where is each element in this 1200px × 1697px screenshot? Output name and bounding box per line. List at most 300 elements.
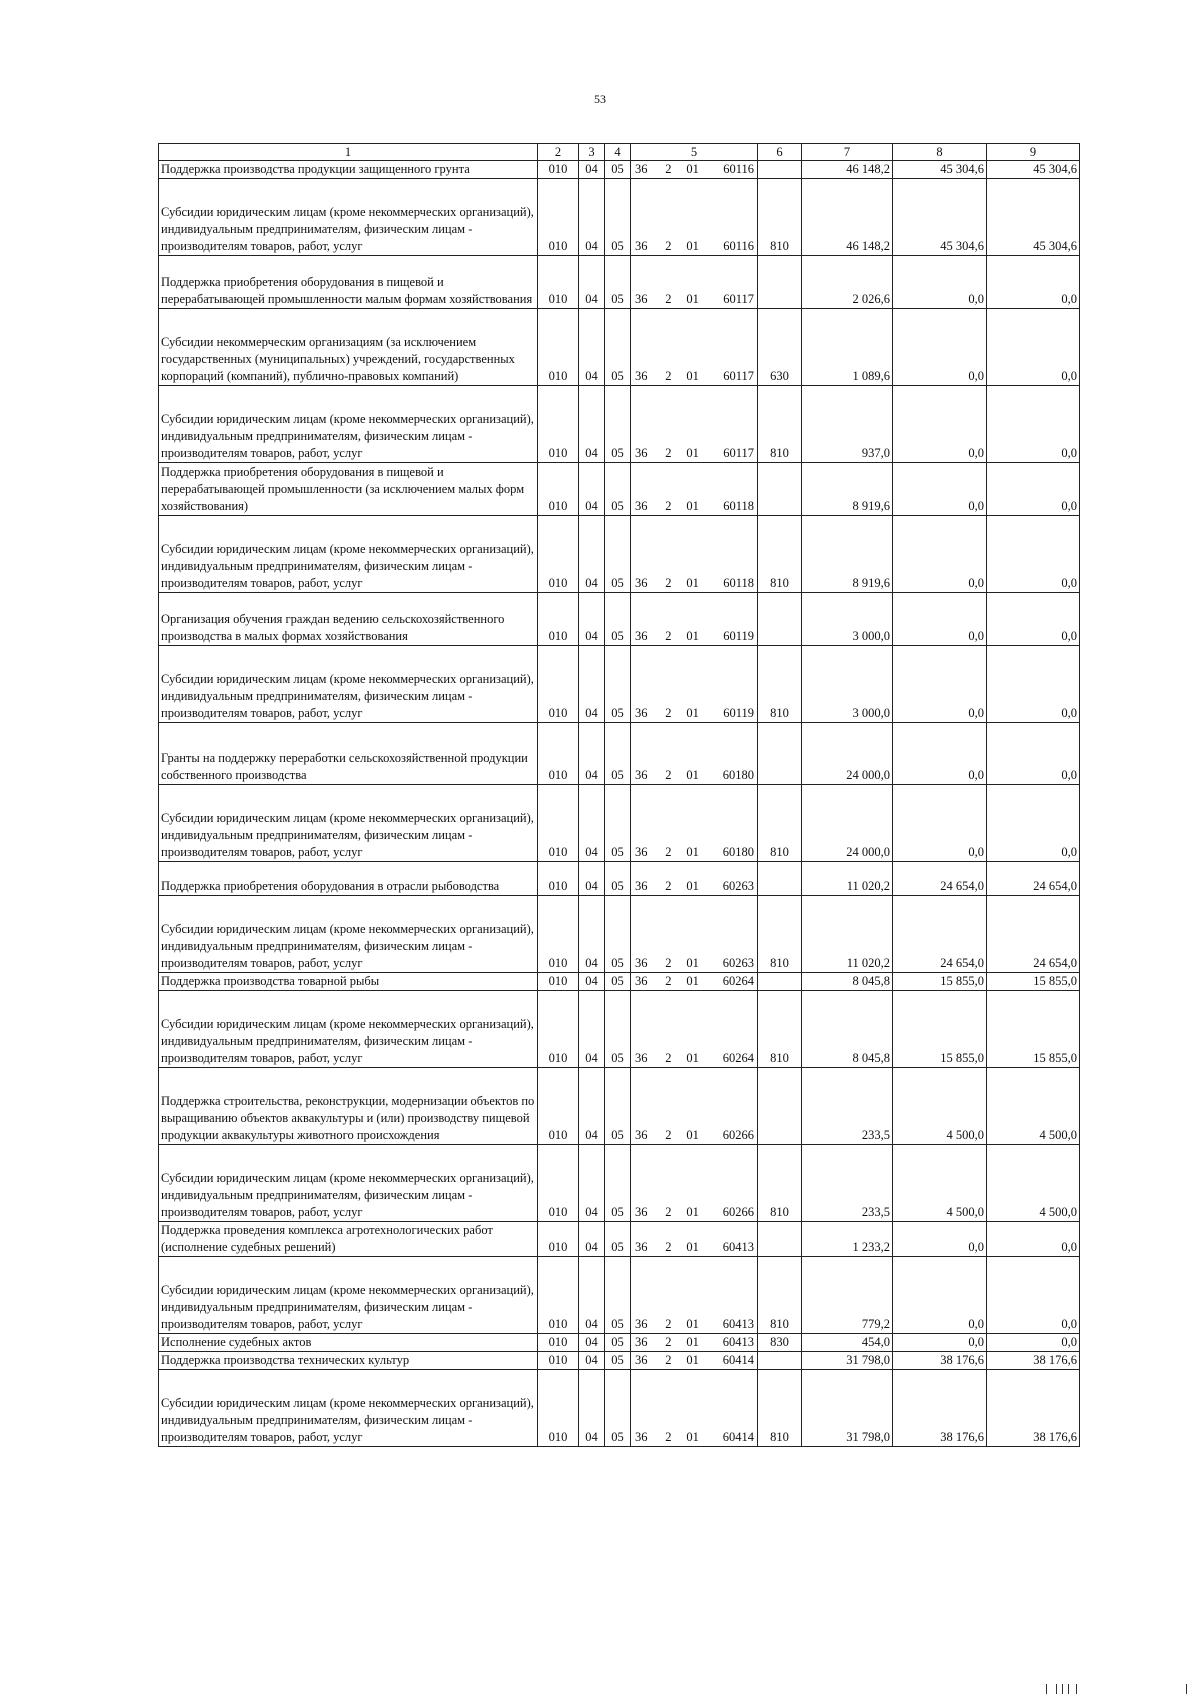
target-article-part: 60414 [722,1353,754,1367]
table-row [159,1145,1080,1222]
row-expense-type: 810 [758,646,802,723]
header-col-7: 7 [802,144,893,161]
row-amount-col7: 233,5 [802,1068,893,1145]
target-article-part: 2 [665,1430,672,1444]
target-article-part: 01 [686,956,699,970]
table-row [159,1222,1080,1257]
target-article-part: 01 [686,1335,699,1349]
target-article-part: 2 [665,499,672,513]
row-amount-col8: 0,0 [893,256,987,309]
row-target-article [631,646,758,723]
row-target-article [631,991,758,1068]
target-article-part: 60118 [723,576,754,590]
row-admin-code: 010 [538,723,579,785]
row-amount-col8: 0,0 [893,593,987,646]
row-target-article [631,1352,758,1370]
row-amount-col8: 0,0 [893,516,987,593]
scan-mark [1068,1684,1069,1694]
target-article-part: 2 [665,1128,672,1142]
row-subsection-code: 05 [605,991,631,1068]
row-amount-col9: 0,0 [987,646,1080,723]
row-subsection-code: 05 [605,973,631,991]
row-section-code: 04 [579,593,605,646]
row-expense-type: 810 [758,1370,802,1447]
row-expense-type [758,973,802,991]
target-article-part: 60264 [722,1051,754,1065]
row-name: Гранты на поддержку переработки сельскохозяйственной продукции собственного производства [159,723,538,785]
row-expense-type [758,723,802,785]
row-admin-code: 010 [538,1222,579,1257]
target-article-parts [631,445,757,462]
table-row [159,463,1080,516]
row-amount-col7: 31 798,0 [802,1352,893,1370]
row-amount-col9: 0,0 [987,1222,1080,1257]
row-target-article [631,1257,758,1334]
row-target-article [631,1145,758,1222]
row-subsection-code: 05 [605,179,631,256]
row-name: Субсидии юридическим лицам (кроме некоммерческих организаций), индивидуальным предпринимателям, физическим лицам - производителям товаров, работ, услуг [159,991,538,1068]
row-name: Исполнение судебных актов [159,1334,538,1352]
target-article-part: 60264 [722,974,754,988]
target-article-parts [631,1334,757,1351]
row-admin-code: 010 [538,1352,579,1370]
row-amount-col9: 0,0 [987,785,1080,862]
target-article-part: 01 [686,1051,699,1065]
row-admin-code: 010 [538,862,579,896]
row-amount-col9: 0,0 [987,309,1080,386]
table-row [159,723,1080,785]
scan-mark [1046,1684,1047,1694]
row-admin-code: 010 [538,646,579,723]
row-amount-col7: 11 020,2 [802,862,893,896]
row-amount-col8: 0,0 [893,785,987,862]
target-article-part: 36 [635,369,648,383]
table-row [159,1068,1080,1145]
target-article-part: 36 [635,1051,648,1065]
row-admin-code: 010 [538,593,579,646]
row-name: Субсидии некоммерческим организациям (за исключением государственных (муниципальных) учреждений, государственных корпораций (компаний), публично-правовых компаний) [159,309,538,386]
target-article-part: 01 [686,1205,699,1219]
row-amount-col7: 3 000,0 [802,646,893,723]
target-article-parts [631,705,757,722]
target-article-part: 01 [686,292,699,306]
header-col-8: 8 [893,144,987,161]
target-article-part: 36 [635,1317,648,1331]
row-expense-type [758,862,802,896]
target-article-parts [631,1239,757,1256]
row-amount-col8: 0,0 [893,1257,987,1334]
row-target-article [631,723,758,785]
row-target-article [631,862,758,896]
table-row [159,256,1080,309]
header-col-3: 3 [579,144,605,161]
row-amount-col7: 8 919,6 [802,463,893,516]
target-article-part: 36 [635,1205,648,1219]
row-amount-col8: 24 654,0 [893,862,987,896]
table-row [159,386,1080,463]
target-article-part: 60263 [722,879,754,893]
row-name: Субсидии юридическим лицам (кроме некоммерческих организаций), индивидуальным предпринимателям, физическим лицам - производителям товаров, работ, услуг [159,386,538,463]
target-article-part: 2 [665,845,672,859]
target-article-part: 01 [686,845,699,859]
row-section-code: 04 [579,862,605,896]
row-amount-col9: 45 304,6 [987,179,1080,256]
target-article-parts [631,1316,757,1333]
row-admin-code: 010 [538,516,579,593]
target-article-part: 36 [635,706,648,720]
table-header [159,144,1080,161]
target-article-part: 2 [665,162,672,176]
target-article-part: 60263 [722,956,754,970]
row-expense-type [758,1352,802,1370]
target-article-parts [631,161,757,178]
row-name: Субсидии юридическим лицам (кроме некоммерческих организаций), индивидуальным предпринимателям, физическим лицам - производителям товаров, работ, услуг [159,179,538,256]
row-name: Поддержка проведения комплекса агротехнологических работ (исполнение судебных решений) [159,1222,538,1257]
target-article-part: 01 [686,974,699,988]
row-name: Поддержка производства продукции защищенного грунта [159,161,538,179]
row-amount-col9: 15 855,0 [987,973,1080,991]
target-article-part: 60117 [723,369,754,383]
row-name: Субсидии юридическим лицам (кроме некоммерческих организаций), индивидуальным предпринимателям, физическим лицам - производителям товаров, работ, услуг [159,1257,538,1334]
target-article-part: 60119 [723,629,754,643]
row-target-article [631,309,758,386]
row-expense-type: 810 [758,1145,802,1222]
target-article-part: 2 [665,446,672,460]
target-article-part: 36 [635,292,648,306]
target-article-part: 36 [635,239,648,253]
table-row [159,896,1080,973]
row-name: Поддержка строительства, реконструкции, модернизации объектов по выращиванию объектов аквакультуры и (или) производству пищевой продукции аквакультуры животного происхождения [159,1068,538,1145]
row-expense-type: 810 [758,1257,802,1334]
header-col-4: 4 [605,144,631,161]
target-article-part: 2 [665,879,672,893]
row-amount-col7: 24 000,0 [802,723,893,785]
row-target-article [631,593,758,646]
row-section-code: 04 [579,1068,605,1145]
target-article-part: 2 [665,369,672,383]
row-subsection-code: 05 [605,896,631,973]
target-article-part: 36 [635,499,648,513]
row-amount-col9: 0,0 [987,256,1080,309]
row-amount-col9: 24 654,0 [987,862,1080,896]
row-section-code: 04 [579,785,605,862]
row-amount-col8: 0,0 [893,386,987,463]
row-section-code: 04 [579,161,605,179]
row-name: Субсидии юридическим лицам (кроме некоммерческих организаций), индивидуальным предпринимателям, физическим лицам - производителям товаров, работ, услуг [159,646,538,723]
row-amount-col9: 0,0 [987,1257,1080,1334]
row-expense-type: 630 [758,309,802,386]
target-article-part: 60116 [723,162,754,176]
row-section-code: 04 [579,973,605,991]
table-row [159,179,1080,256]
target-article-part: 2 [665,1335,672,1349]
row-target-article [631,161,758,179]
target-article-part: 36 [635,845,648,859]
row-section-code: 04 [579,1334,605,1352]
row-target-article [631,1334,758,1352]
target-article-part: 60180 [722,845,754,859]
row-expense-type: 810 [758,896,802,973]
row-amount-col8: 24 654,0 [893,896,987,973]
target-article-part: 60413 [722,1317,754,1331]
row-admin-code: 010 [538,386,579,463]
target-article-part: 2 [665,1353,672,1367]
target-article-parts [631,1050,757,1067]
target-article-part: 36 [635,1430,648,1444]
table-row [159,1334,1080,1352]
row-section-code: 04 [579,1352,605,1370]
target-article-part: 60413 [722,1335,754,1349]
target-article-part: 2 [665,706,672,720]
target-article-parts [631,1204,757,1221]
row-section-code: 04 [579,309,605,386]
row-amount-col8: 0,0 [893,463,987,516]
table-row [159,309,1080,386]
row-amount-col8: 0,0 [893,1222,987,1257]
row-amount-col7: 937,0 [802,386,893,463]
row-amount-col7: 46 148,2 [802,161,893,179]
target-article-parts [631,844,757,861]
target-article-parts [631,575,757,592]
table-row [159,973,1080,991]
row-amount-col8: 45 304,6 [893,179,987,256]
row-amount-col9: 0,0 [987,516,1080,593]
row-section-code: 04 [579,1257,605,1334]
row-section-code: 04 [579,1145,605,1222]
target-article-part: 60414 [722,1430,754,1444]
target-article-part: 60118 [723,499,754,513]
row-amount-col9: 38 176,6 [987,1352,1080,1370]
row-amount-col8: 15 855,0 [893,973,987,991]
row-name: Субсидии юридическим лицам (кроме некоммерческих организаций), индивидуальным предпринимателям, физическим лицам - производителям товаров, работ, услуг [159,516,538,593]
row-expense-type: 810 [758,516,802,593]
target-article-part: 2 [665,629,672,643]
target-article-parts [631,238,757,255]
header-col-1: 1 [159,144,538,161]
target-article-part: 36 [635,1353,648,1367]
target-article-part: 36 [635,1335,648,1349]
row-amount-col9: 0,0 [987,386,1080,463]
target-article-part: 01 [686,576,699,590]
row-amount-col7: 46 148,2 [802,179,893,256]
row-subsection-code: 05 [605,1257,631,1334]
row-target-article [631,179,758,256]
target-article-parts [631,1127,757,1144]
target-article-part: 2 [665,956,672,970]
target-article-part: 36 [635,446,648,460]
row-name: Субсидии юридическим лицам (кроме некоммерческих организаций), индивидуальным предпринимателям, физическим лицам - производителям товаров, работ, услуг [159,1145,538,1222]
row-admin-code: 010 [538,1145,579,1222]
row-subsection-code: 05 [605,1145,631,1222]
target-article-part: 36 [635,1128,648,1142]
target-article-part: 01 [686,768,699,782]
row-admin-code: 010 [538,309,579,386]
row-expense-type: 810 [758,386,802,463]
row-amount-col7: 31 798,0 [802,1370,893,1447]
target-article-parts [631,1352,757,1369]
table-row [159,785,1080,862]
row-expense-type: 810 [758,785,802,862]
target-article-part: 01 [686,446,699,460]
target-article-part: 01 [686,1353,699,1367]
target-article-part: 01 [686,706,699,720]
row-subsection-code: 05 [605,463,631,516]
target-article-parts [631,878,757,895]
row-amount-col7: 11 020,2 [802,896,893,973]
row-section-code: 04 [579,896,605,973]
row-name: Поддержка приобретения оборудования в пищевой и перерабатывающей промышленности (за исключением малых форм хозяйствования) [159,463,538,516]
row-subsection-code: 05 [605,1222,631,1257]
table-row [159,161,1080,179]
row-section-code: 04 [579,1222,605,1257]
row-admin-code: 010 [538,1257,579,1334]
row-target-article [631,256,758,309]
target-article-parts [631,291,757,308]
row-amount-col9: 45 304,6 [987,161,1080,179]
target-article-parts [631,628,757,645]
target-article-parts [631,368,757,385]
table-row [159,991,1080,1068]
row-target-article [631,1068,758,1145]
row-amount-col7: 454,0 [802,1334,893,1352]
row-amount-col9: 0,0 [987,723,1080,785]
target-article-part: 2 [665,239,672,253]
target-article-part: 60266 [722,1128,754,1142]
row-target-article [631,785,758,862]
row-amount-col9: 0,0 [987,463,1080,516]
target-article-part: 60266 [722,1205,754,1219]
row-section-code: 04 [579,646,605,723]
row-section-code: 04 [579,1370,605,1447]
row-admin-code: 010 [538,179,579,256]
target-article-parts [631,498,757,515]
row-amount-col9: 0,0 [987,593,1080,646]
target-article-part: 01 [686,162,699,176]
row-subsection-code: 05 [605,862,631,896]
target-article-part: 60119 [723,706,754,720]
scan-mark [1056,1684,1057,1694]
row-amount-col7: 233,5 [802,1145,893,1222]
target-article-parts [631,1429,757,1446]
row-amount-col8: 38 176,6 [893,1352,987,1370]
row-amount-col8: 0,0 [893,309,987,386]
target-article-part: 01 [686,499,699,513]
table-row [159,862,1080,896]
table-row [159,1352,1080,1370]
header-col-2: 2 [538,144,579,161]
target-article-part: 36 [635,956,648,970]
row-subsection-code: 05 [605,386,631,463]
table-body [159,161,1080,1447]
row-expense-type [758,463,802,516]
target-article-part: 2 [665,974,672,988]
row-amount-col9: 24 654,0 [987,896,1080,973]
row-amount-col8: 0,0 [893,723,987,785]
target-article-part: 01 [686,239,699,253]
target-article-part: 01 [686,1128,699,1142]
row-admin-code: 010 [538,463,579,516]
scan-mark [1186,1684,1187,1694]
target-article-part: 36 [635,162,648,176]
row-admin-code: 010 [538,1068,579,1145]
row-admin-code: 010 [538,1370,579,1447]
row-subsection-code: 05 [605,516,631,593]
target-article-part: 36 [635,576,648,590]
row-expense-type: 810 [758,991,802,1068]
target-article-parts [631,767,757,784]
table-row [159,646,1080,723]
page-number: 53 [594,92,606,106]
row-amount-col7: 8 045,8 [802,973,893,991]
target-article-part: 2 [665,1240,672,1254]
row-amount-col9: 4 500,0 [987,1068,1080,1145]
row-admin-code: 010 [538,973,579,991]
budget-table [158,143,1080,1447]
target-article-parts [631,973,757,990]
row-amount-col8: 4 500,0 [893,1068,987,1145]
target-article-part: 2 [665,292,672,306]
target-article-part: 2 [665,576,672,590]
row-subsection-code: 05 [605,785,631,862]
target-article-part: 60413 [722,1240,754,1254]
row-name: Субсидии юридическим лицам (кроме некоммерческих организаций), индивидуальным предпринимателям, физическим лицам - производителям товаров, работ, услуг [159,896,538,973]
target-article-part: 2 [665,768,672,782]
row-name: Поддержка производства технических культур [159,1352,538,1370]
row-amount-col9: 0,0 [987,1334,1080,1352]
row-subsection-code: 05 [605,1334,631,1352]
row-name: Поддержка приобретения оборудования в пищевой и перерабатывающей промышленности малым формам хозяйствования [159,256,538,309]
row-admin-code: 010 [538,161,579,179]
row-admin-code: 010 [538,785,579,862]
header-col-6: 6 [758,144,802,161]
row-expense-type [758,1222,802,1257]
row-subsection-code: 05 [605,1352,631,1370]
header-row [159,144,1080,161]
target-article-parts [631,955,757,972]
row-amount-col9: 4 500,0 [987,1145,1080,1222]
target-article-part: 01 [686,1240,699,1254]
row-subsection-code: 05 [605,309,631,386]
target-article-part: 60117 [723,446,754,460]
row-name: Субсидии юридическим лицам (кроме некоммерческих организаций), индивидуальным предпринимателям, физическим лицам - производителям товаров, работ, услуг [159,1370,538,1447]
target-article-part: 2 [665,1051,672,1065]
row-section-code: 04 [579,516,605,593]
row-subsection-code: 05 [605,723,631,785]
row-admin-code: 010 [538,991,579,1068]
target-article-part: 36 [635,879,648,893]
row-target-article [631,516,758,593]
row-target-article [631,463,758,516]
target-article-part: 36 [635,768,648,782]
row-admin-code: 010 [538,256,579,309]
row-amount-col7: 3 000,0 [802,593,893,646]
row-target-article [631,1370,758,1447]
row-section-code: 04 [579,463,605,516]
row-subsection-code: 05 [605,161,631,179]
row-target-article [631,386,758,463]
row-amount-col8: 4 500,0 [893,1145,987,1222]
header-col-5: 5 [631,144,758,161]
row-amount-col7: 779,2 [802,1257,893,1334]
row-section-code: 04 [579,991,605,1068]
row-expense-type [758,256,802,309]
row-amount-col7: 24 000,0 [802,785,893,862]
row-expense-type [758,593,802,646]
row-name: Поддержка производства товарной рыбы [159,973,538,991]
scan-mark [1076,1684,1077,1694]
row-section-code: 04 [579,386,605,463]
row-subsection-code: 05 [605,593,631,646]
